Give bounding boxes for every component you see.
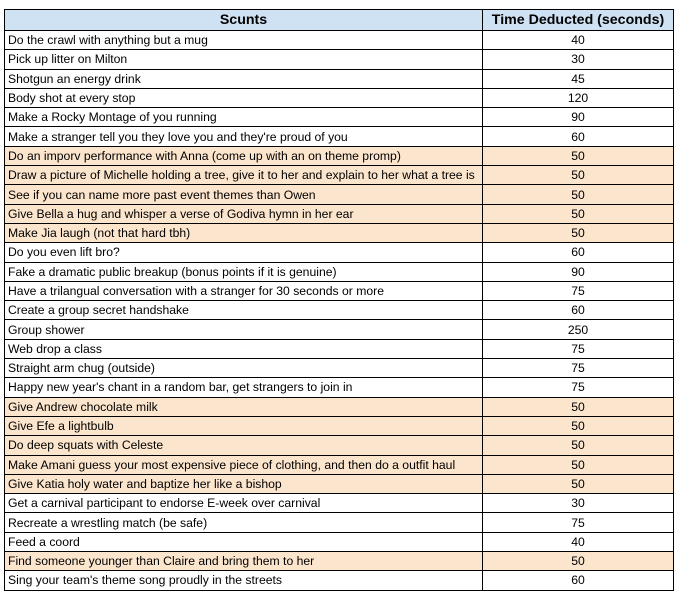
table-row [5, 146, 674, 165]
table-row [5, 436, 674, 455]
time-deducted-cell[interactable]: 90 [483, 262, 674, 281]
time-deducted-cell[interactable]: 40 [483, 31, 674, 50]
table-body [5, 31, 674, 591]
table-row [5, 243, 674, 262]
scunt-cell[interactable]: Get a carnival participant to endorse E-week over carnival [5, 494, 483, 513]
table-row [5, 223, 674, 242]
time-deducted-cell[interactable]: 50 [483, 416, 674, 435]
table-row [5, 416, 674, 435]
time-deducted-cell[interactable]: 120 [483, 88, 674, 107]
scunt-cell[interactable]: Do the crawl with anything but a mug [5, 31, 483, 50]
scunt-cell[interactable]: Make Amani guess your most expensive piece of clothing, and then do a outfit haul [5, 455, 483, 474]
scunt-cell[interactable]: Web drop a class [5, 339, 483, 358]
time-deducted-cell[interactable]: 75 [483, 513, 674, 532]
table-row [5, 532, 674, 551]
scunt-cell[interactable]: Make a stranger tell you they love you and they're proud of you [5, 127, 483, 146]
time-deducted-cell[interactable]: 75 [483, 359, 674, 378]
header-scunts[interactable]: Scunts [5, 10, 483, 31]
time-deducted-cell[interactable]: 50 [483, 474, 674, 493]
table-row [5, 108, 674, 127]
time-deducted-cell[interactable]: 75 [483, 281, 674, 300]
scunt-cell[interactable]: Give Andrew chocolate milk [5, 397, 483, 416]
time-deducted-cell[interactable]: 30 [483, 50, 674, 69]
scunt-cell[interactable]: Create a group secret handshake [5, 301, 483, 320]
scunt-cell[interactable]: Feed a coord [5, 532, 483, 551]
time-deducted-cell[interactable]: 50 [483, 552, 674, 571]
time-deducted-cell[interactable]: 50 [483, 397, 674, 416]
time-deducted-cell[interactable]: 60 [483, 571, 674, 590]
scunt-cell[interactable]: Draw a picture of Michelle holding a tree, give it to her and explain to her what a tree is [5, 166, 483, 185]
table-row [5, 455, 674, 474]
time-deducted-cell[interactable]: 60 [483, 127, 674, 146]
time-deducted-cell[interactable]: 75 [483, 378, 674, 397]
table-row [5, 88, 674, 107]
scunt-cell[interactable]: Find someone younger than Claire and bring them to her [5, 552, 483, 571]
scunt-cell[interactable]: Shotgun an energy drink [5, 69, 483, 88]
scunt-cell[interactable]: Do deep squats with Celeste [5, 436, 483, 455]
table-row [5, 378, 674, 397]
table-row [5, 552, 674, 571]
scunt-cell[interactable]: Give Bella a hug and whisper a verse of Godiva hymn in her ear [5, 204, 483, 223]
scunt-cell[interactable]: Give Katia holy water and baptize her like a bishop [5, 474, 483, 493]
table-row [5, 166, 674, 185]
table-row [5, 301, 674, 320]
table-row [5, 281, 674, 300]
scunt-cell[interactable]: Sing your team's theme song proudly in the streets [5, 571, 483, 590]
table-row [5, 127, 674, 146]
scunt-cell[interactable]: Have a trilangual conversation with a stranger for 30 seconds or more [5, 281, 483, 300]
table-row [5, 474, 674, 493]
scunt-cell[interactable]: Group shower [5, 320, 483, 339]
scunt-cell[interactable]: Do you even lift bro? [5, 243, 483, 262]
scunt-cell[interactable]: Pick up litter on Milton [5, 50, 483, 69]
time-deducted-cell[interactable]: 50 [483, 455, 674, 474]
time-deducted-cell[interactable]: 40 [483, 532, 674, 551]
table-row [5, 494, 674, 513]
table-row [5, 31, 674, 50]
table-row [5, 204, 674, 223]
table-row [5, 359, 674, 378]
scunts-table [4, 9, 674, 591]
time-deducted-cell[interactable]: 45 [483, 69, 674, 88]
scunt-cell[interactable]: Make Jia laugh (not that hard tbh) [5, 223, 483, 242]
time-deducted-cell[interactable]: 250 [483, 320, 674, 339]
time-deducted-cell[interactable]: 75 [483, 339, 674, 358]
time-deducted-cell[interactable]: 50 [483, 436, 674, 455]
scunt-cell[interactable]: Make a Rocky Montage of you running [5, 108, 483, 127]
table-row [5, 69, 674, 88]
scunt-cell[interactable]: See if you can name more past event themes than Owen [5, 185, 483, 204]
scunt-cell[interactable]: Recreate a wrestling match (be safe) [5, 513, 483, 532]
time-deducted-cell[interactable]: 90 [483, 108, 674, 127]
scunt-cell[interactable]: Straight arm chug (outside) [5, 359, 483, 378]
time-deducted-cell[interactable]: 50 [483, 185, 674, 204]
scunt-cell[interactable]: Fake a dramatic public breakup (bonus points if it is genuine) [5, 262, 483, 281]
time-deducted-cell[interactable]: 60 [483, 243, 674, 262]
time-deducted-cell[interactable]: 60 [483, 301, 674, 320]
time-deducted-cell[interactable]: 50 [483, 223, 674, 242]
table-row [5, 185, 674, 204]
table-row [5, 513, 674, 532]
header-time-deducted[interactable]: Time Deducted (seconds) [483, 10, 674, 31]
table-row [5, 262, 674, 281]
scunt-cell[interactable]: Body shot at every stop [5, 88, 483, 107]
table-row [5, 50, 674, 69]
table-row [5, 571, 674, 590]
scunt-cell[interactable]: Happy new year's chant in a random bar, get strangers to join in [5, 378, 483, 397]
time-deducted-cell[interactable]: 30 [483, 494, 674, 513]
scunt-cell[interactable]: Do an imporv performance with Anna (come up with an on theme promp) [5, 146, 483, 165]
time-deducted-cell[interactable]: 50 [483, 166, 674, 185]
header-row [5, 10, 674, 31]
table-row [5, 320, 674, 339]
time-deducted-cell[interactable]: 50 [483, 146, 674, 165]
time-deducted-cell[interactable]: 50 [483, 204, 674, 223]
table-row [5, 397, 674, 416]
table-row [5, 339, 674, 358]
scunt-cell[interactable]: Give Efe a lightbulb [5, 416, 483, 435]
